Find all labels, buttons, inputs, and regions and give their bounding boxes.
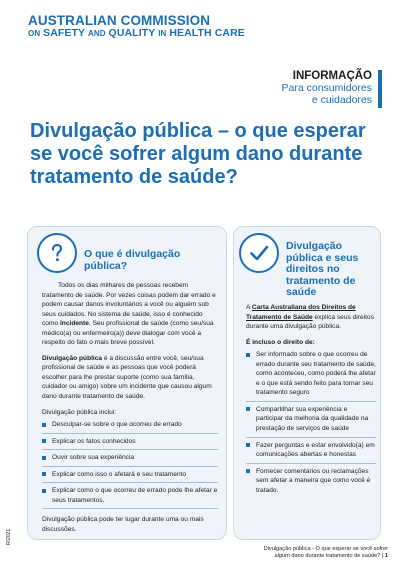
info-accent-bar: [378, 70, 382, 108]
question-icon: [37, 233, 77, 273]
disclosure-list: [42, 420, 218, 509]
list-item: Fazer perguntas e estar envolvido(a) em comunicações abertas e honestas: [246, 441, 376, 464]
card-body: [42, 281, 218, 540]
card-body: [246, 303, 376, 504]
closing-text: Divulgação pública pode ter lugar durante uma ou mais discussões.: [42, 516, 204, 533]
paragraph: Divulgação pública é a discussão entre você, seu/sua profissional de saúde e as pessoas que você poderá escolher para lhe prestar suporte (como sua família, cuidador ou amigo) sobre um incidente que causou algum dano durante tratamento de saúde.: [42, 354, 212, 401]
card-heading: Divulgação pública e seus direitos no tratamento de saúde: [286, 240, 359, 299]
list-intro: Divulgação pública inclui:: [42, 408, 117, 416]
list-item: Explicar os fatos conhecidos: [42, 437, 218, 451]
document-code: R/2021: [6, 528, 12, 545]
audience-label: [282, 70, 372, 107]
footer: [198, 546, 388, 561]
info-heading: INFORMAÇÃO: [292, 70, 372, 82]
footer-line1: Divulgação pública - O que esperar se você sofrer: [263, 546, 388, 552]
card-heading: O que é divulgação pública?: [84, 248, 181, 272]
brand-logo: [28, 14, 245, 40]
page-number: 1: [384, 553, 388, 560]
list-item: Ouvir sobre sua experiência: [42, 453, 218, 467]
list-item: Explicar como isso o afetará e seu tratamento: [42, 470, 218, 484]
brand-line2: ON SAFETY AND QUALITY IN HEALTH CARE: [28, 27, 245, 40]
info-sub2: e cuidadores: [311, 94, 372, 107]
charter-link[interactable]: Carta Australiana dos Direitos de Tratamento de Saúde: [246, 304, 356, 321]
list-item: Compartilhar sua experiência e participar da melhoria da qualidade na prestação de serviços de saúde: [246, 405, 376, 438]
card-rights: [233, 226, 381, 540]
info-sub1: Para consumidores: [281, 82, 372, 94]
footer-line2: algum dano durante tratamento de saúde? | 1: [274, 553, 388, 560]
card-what-is-disclosure: [27, 226, 227, 540]
rights-list: [246, 350, 376, 498]
checkmark-circle-icon: [239, 233, 279, 273]
paragraph: Todos os dias milhares de pessoas recebem tratamento de saúde. Por vezes coisas podem dar errado e podem causar danos involuntários a você ou alguém sob seus cuidados. No sistema de saúde, isso é conhecido como incidente. Seu profissional de saúde (como seu/sua médico(a) ou enfermeiro(a)) deve dialogar com você a respeito do fato o mais breve possível.: [42, 282, 216, 347]
list-item: Ser informado sobre o que ocorreu de errado durante seu tratamento de saúde, como aconteceu, como poderá lhe afetar e o que está sendo feito para tornar seu tratamento seguro: [246, 350, 376, 402]
list-item: Explicar como o que ocorreu de errado pode lhe afetar e seus tratamentos.: [42, 486, 218, 509]
list-item: Desculpar-se sobre o que ocorreu de errado: [42, 420, 218, 434]
page-title: Divulgação pública – o que esperar se você sofrer algum dano durante tratamento de saúde?: [30, 120, 366, 189]
brand-line1: AUSTRALIAN COMMISSION: [28, 13, 211, 28]
list-item: Fornecer comentários ou reclamações sem afetar a maneira que como você é tratado.: [246, 467, 376, 499]
paragraph: A Carta Australiana dos Direitos de Tratamento de Saúde explica seus direitos durante uma divulgação pública.: [246, 304, 374, 331]
rights-intro: É incluso o direito de:: [246, 338, 315, 346]
